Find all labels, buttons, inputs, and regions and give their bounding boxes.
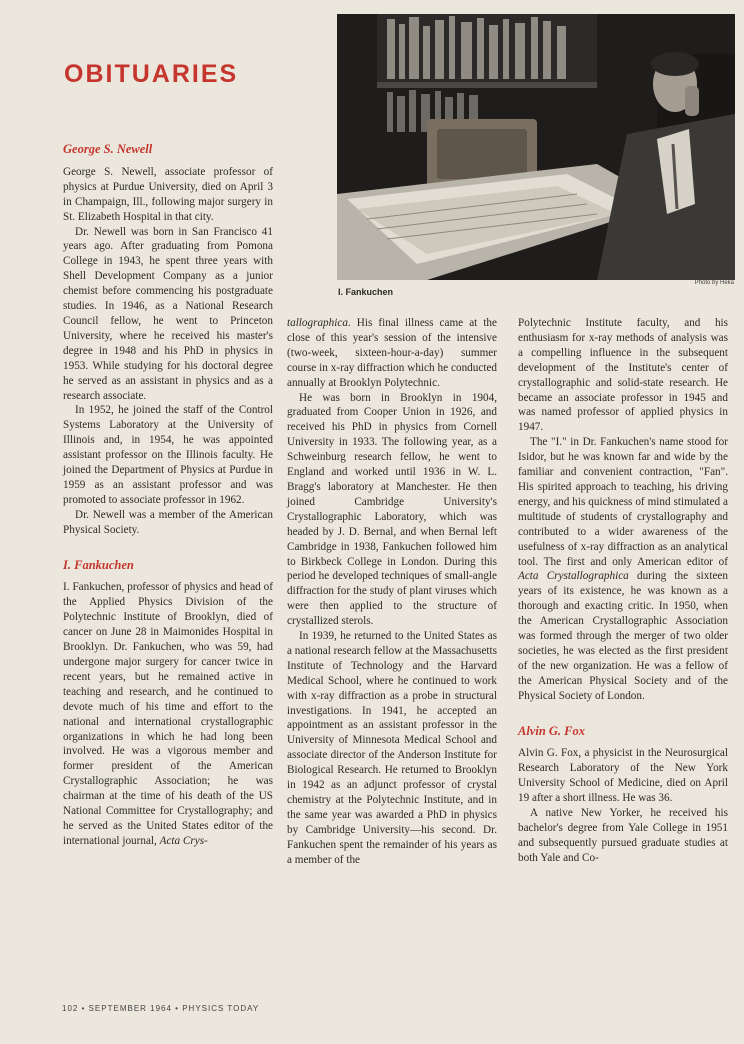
photo-credit: Photo by Heka <box>694 280 734 286</box>
fox-paragraph-2: A native New Yorker, he received his bachelor's degree from Yale College in 1951 and subsequently pursued graduate studies at both Yale and Co- <box>518 807 728 864</box>
newell-paragraph-3: In 1952, he joined the staff of the Control Systems Laboratory at the University of Illinois and, in 1954, he was appointed assistant professor on the Illinois faculty. He joined the Department of Physics at Purdue in 1959 as an assistant professor and was promoted to associate professor in 1962. <box>63 404 273 506</box>
obituary-heading-fankuchen: I. Fankuchen <box>63 557 134 572</box>
portrait-photo <box>337 14 735 280</box>
newell-paragraph-1: George S. Newell, associate professor of physics at Purdue University, died on April 3 in Champaign, Ill., following major surgery in St. Elizabeth Hospital in that city. <box>63 165 273 223</box>
column-1 <box>63 142 273 849</box>
photo-caption: I. Fankuchen <box>338 287 394 297</box>
photo-illustration <box>337 14 735 280</box>
fankuchen-paragraph-3-cont: Polytechnic Institute faculty, and his enthusiasm for x-ray methods of analysis was a compelling influence in the subsequent development of the Institute's center of crystallographic and solid-state research. He became an associate professor in 1945 and was named professor of applied physics in 1947. <box>518 317 728 434</box>
obituary-heading-newell: George S. Newell <box>63 142 153 156</box>
column-2 <box>287 316 497 868</box>
obituary-heading-fox: Alvin G. Fox <box>518 723 586 738</box>
column-3 <box>518 316 728 866</box>
fankuchen-paragraph-4-end: during the sixteen years of its existence, he was known as a thorough and exacting critic. In 1950, when the American Crystallographic Association was formed through the merger of two older societies, he was elected as the first president of the new organization. He was a fellow of the American Physical Society and of the Physical Society of London. <box>518 570 728 702</box>
journal-name: Acta Crys- <box>159 834 208 847</box>
fankuchen-paragraph-3: In 1939, he returned to the United States as a national research fellow at the Massachusetts Institute of Technology and the Harvard Medical School, where he continued to work with x-ray diffraction as a probe in structural investigations. In 1941, he accepted an appointment as an assistant professor in the University of Minnesota Medical School and associate director of the Anderson Institute for Biological Research. He returned to Brooklyn in 1942 as an adjunct professor of crystal chemistry at the Polytechnic Institute, and in the same year was awarded a PhD in physics by Cambridge University—his second. Dr. Fankuchen spent the remainder of his years as a member of the <box>287 630 497 866</box>
fankuchen-paragraph-4-text: The "I." in Dr. Fankuchen's name stood for Isidor, but he was known far and wide by the familiar and convenient contraction, "Fan". His spirited approach to teaching, his driving energy, and his quickness of mind stimulated a multitude of students of crystallography and contributed to a wider awareness of the usefulness of x-ray diffraction as an analytical tool. The first and only American editor of <box>518 436 728 568</box>
fankuchen-paragraph-4 <box>518 435 728 703</box>
journal-name-2: Acta Crystallographica <box>518 570 629 583</box>
page-title: OBITUARIES <box>64 60 239 88</box>
fankuchen-paragraph-1-text: I. Fankuchen, professor of physics and head of the Applied Physics Division of the Polytechnic Institute of Brooklyn, died of cancer on June 28 in Maimonides Hospital in Brooklyn. Dr. Fankuchen, who was 59, had undergone major surgery for cancer twice in recent years, but he remained active in teaching and research, and he continued to devote much of his time and effort to the national and international crystallographic organizations in which he had long been involved. He was a vigorous member and former president of the American Crystallographic Association; he was chairman at the time of his death of the US National Committee for Crystallography; and he served as the United States editor of the international journal, <box>63 581 273 847</box>
newell-paragraph-4: Dr. Newell was a member of the American Physical Society. <box>63 508 273 536</box>
fankuchen-paragraph-1-end: . His final illness came at the close of this year's session of the intensive (two-week, sixteen-hour-a-day) summer course in x-ray diffraction which he conducted annually at Brooklyn Polytechnic. <box>287 317 497 389</box>
page-footer: 102 • SEPTEMBER 1964 • PHYSICS TODAY <box>62 1004 260 1013</box>
newell-paragraph-2: Dr. Newell was born in San Francisco 41 years ago. After graduating from Pomona College in 1943, he spent three years with Shell Development Company as a junior chemist before commencing his postgraduate studies. In 1946, as a National Research Council fellow, he went to Princeton University, where he received his master's degree in 1948 and his PhD in physics in 1953. While studying for his doctoral degree he served as an assistant in physics and as a research associate. <box>63 225 273 402</box>
fox-paragraph-1: Alvin G. Fox, a physicist in the Neurosurgical Research Laboratory of the New York University School of Medicine, died on April 19 after a short illness. He was 36. <box>518 747 728 805</box>
fankuchen-paragraph-1-cont <box>287 316 497 391</box>
fankuchen-paragraph-2: He was born in Brooklyn in 1904, graduated from Cooper Union in 1926, and received his PhD in physics from Cornell University in 1933. The following year, as a Schweinburg research fellow, he went to England and worked until 1936 in W. L. Bragg's laboratory at Manchester. He then joined Cambridge University's Crystallographic Laboratory, which was headed by J. D. Bernal, and when Bernal left Cambridge in 1938, Fankuchen followed him to Birkbeck College in London. During this period he developed techniques of small-angle diffraction for the study of plant viruses which were then applied to the structure of crystallized sterols. <box>287 391 497 628</box>
fankuchen-paragraph-1 <box>63 580 273 848</box>
journal-name-cont: tallographica <box>287 317 348 329</box>
